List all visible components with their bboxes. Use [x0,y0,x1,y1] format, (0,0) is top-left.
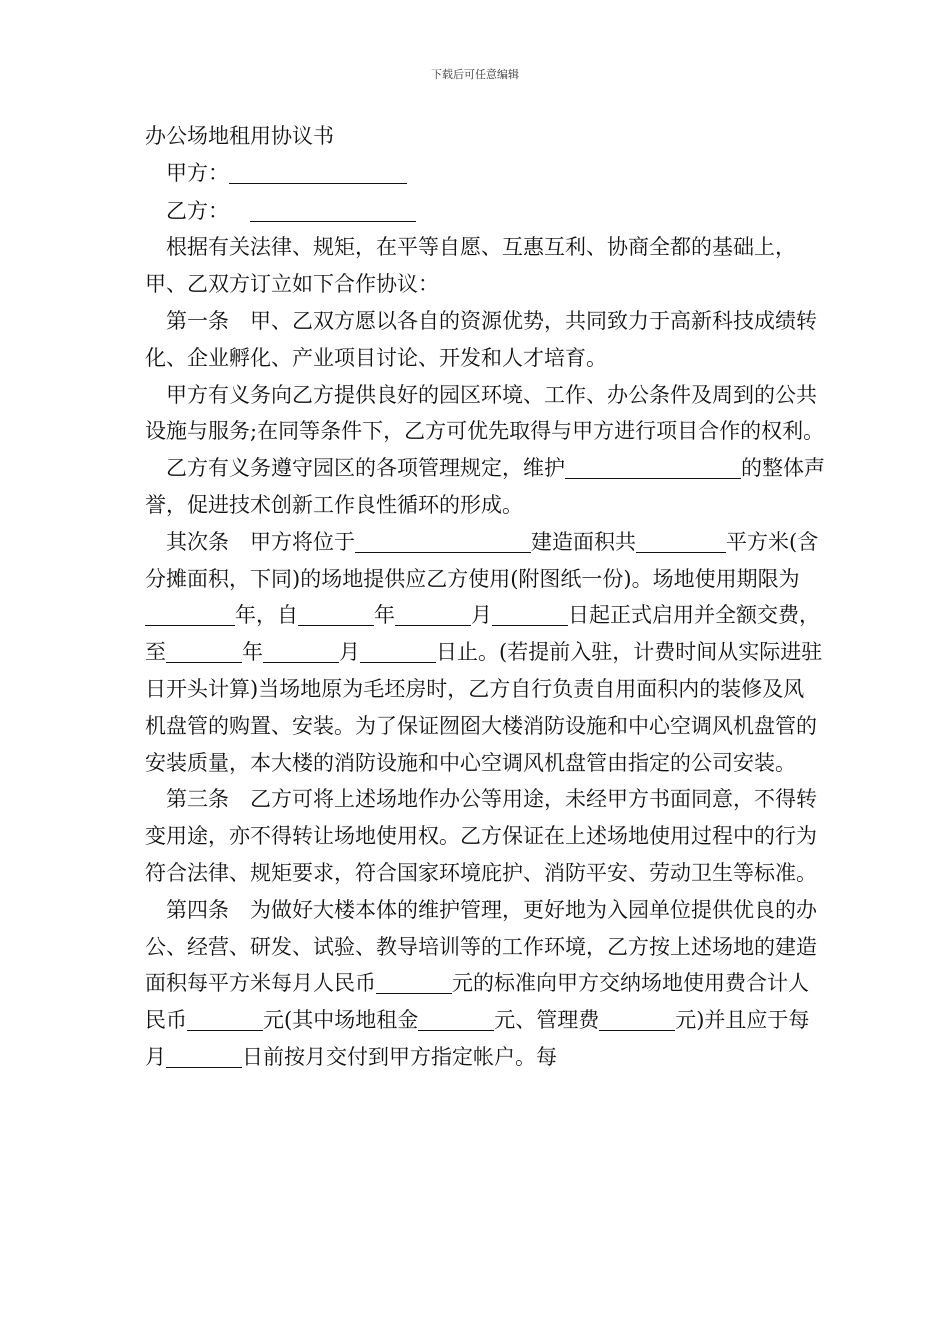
article-4-text-2: 元的标准向甲方交纳场地使用费合计人民币 [145,971,809,1033]
article-4 [145,892,825,1076]
article-1-paragraph-2: 甲方有义务向乙方提供良好的园区环境、工作、办公条件及周到的公共设施与服务;在同等条件下，乙方可优先取得与甲方进行项目合作的权利。 [145,382,825,444]
article-3-text: 乙方可将上述场地作办公等用途，未经甲方书面同意，不得转变用途，亦不得转让场地使用权。乙方保证在上述场地使用过程中的行为符合法律、规矩要求，符合国家环境庇护、消防平安、劳动卫生等标准。 [145,787,817,885]
article-1-p3-text-a: 乙方有义务遵守园区的各项管理规定，维护 [166,456,565,481]
article-2-text-7: 日起正式启用并全额交费，至 [145,603,820,665]
document-body [145,118,825,1076]
management-fee-blank[interactable] [599,1008,675,1031]
article-4-text-5: 元)并且应于每月 [145,1008,810,1069]
article-2-text-2: 建造面积共 [531,529,636,554]
article-2-text-4: 年，自 [235,603,298,628]
article-2-text-10: 日止。(若提前入驻，计费时间从实际进驻日开头计算)当场地原为毛坯房时，乙方自行负责自用面积内的装修及风机盘管的购置、安装。为了保证囫囵大楼消防设施和中心空调风机盘管的安装质量，本大楼的消防设施和中心空调风机盘管由指定的公司安装。 [145,640,823,775]
article-2-text-9: 月 [339,640,360,665]
party-b-line [145,193,825,230]
start-year-blank[interactable] [298,603,374,626]
article-3-heading: 第三条 [166,787,229,812]
party-b-blank[interactable] [250,199,416,222]
article-4-text-4: 元、管理费 [494,1008,600,1033]
article-2-text-5: 年 [374,603,395,628]
party-a-blank[interactable] [229,161,407,184]
article-4-text-1: 为做好大楼本体的维护管理，更好地为入园单位提供优良的办公、经营、研发、试验、教导培训等的工作环境，乙方按上述场地的建造面积每平方米每月人民币 [145,897,817,996]
total-fee-blank[interactable] [187,1008,263,1031]
document-title: 办公场地租用协议书 [145,124,334,148]
party-a-line [145,155,825,192]
article-2-text-1: 甲方将位于 [250,529,355,554]
payment-day-blank[interactable] [166,1045,242,1068]
area-blank[interactable] [636,530,726,553]
article-2-text-6: 月 [471,603,492,628]
end-day-blank[interactable] [360,640,436,663]
park-name-blank[interactable] [565,456,741,479]
end-month-blank[interactable] [263,640,339,663]
article-3 [145,781,825,891]
article-2 [145,524,825,782]
article-2-text-8: 年 [242,640,263,665]
article-1-text: 甲、乙双方愿以各自的资源优势，共同致力于高新科技成绩转化、企业孵化、产业项目讨论、开发和人才培育。 [145,308,817,370]
location-blank[interactable] [355,530,531,553]
page-header: 下载后可任意编辑 [431,68,519,81]
intro-paragraph: 根据有关法律、规矩，在平等自愿、互惠互利、协商全都的基础上，甲、乙双方订立如下合作协议： [145,235,796,297]
party-a-label: 甲方： [166,160,229,185]
article-2-heading: 其次条 [166,529,229,554]
article-1-paragraph-3 [145,450,825,524]
article-4-heading: 第四条 [166,897,229,922]
article-4-text-3: 元(其中场地租金 [263,1008,419,1033]
article-1-heading: 第一条 [166,308,229,333]
article-1-p3-text-b: 的整体声誉，促进技术创新工作良性循环的形成。 [145,456,825,517]
start-day-blank[interactable] [492,603,568,626]
start-month-blank[interactable] [395,603,471,626]
end-year-blank[interactable] [166,640,242,663]
unit-price-blank[interactable] [376,971,452,994]
article-4-text-6: 日前按月交付到甲方指定帐户。每 [242,1044,557,1069]
article-2-text-3: 平方米(含分摊面积，下同)的场地提供应乙方使用(附图纸一份)。场地使用期限为 [145,529,819,591]
rent-blank[interactable] [418,1008,494,1031]
term-years-blank[interactable] [145,603,235,626]
party-b-label: 乙方： [166,198,229,223]
article-1 [145,303,825,377]
